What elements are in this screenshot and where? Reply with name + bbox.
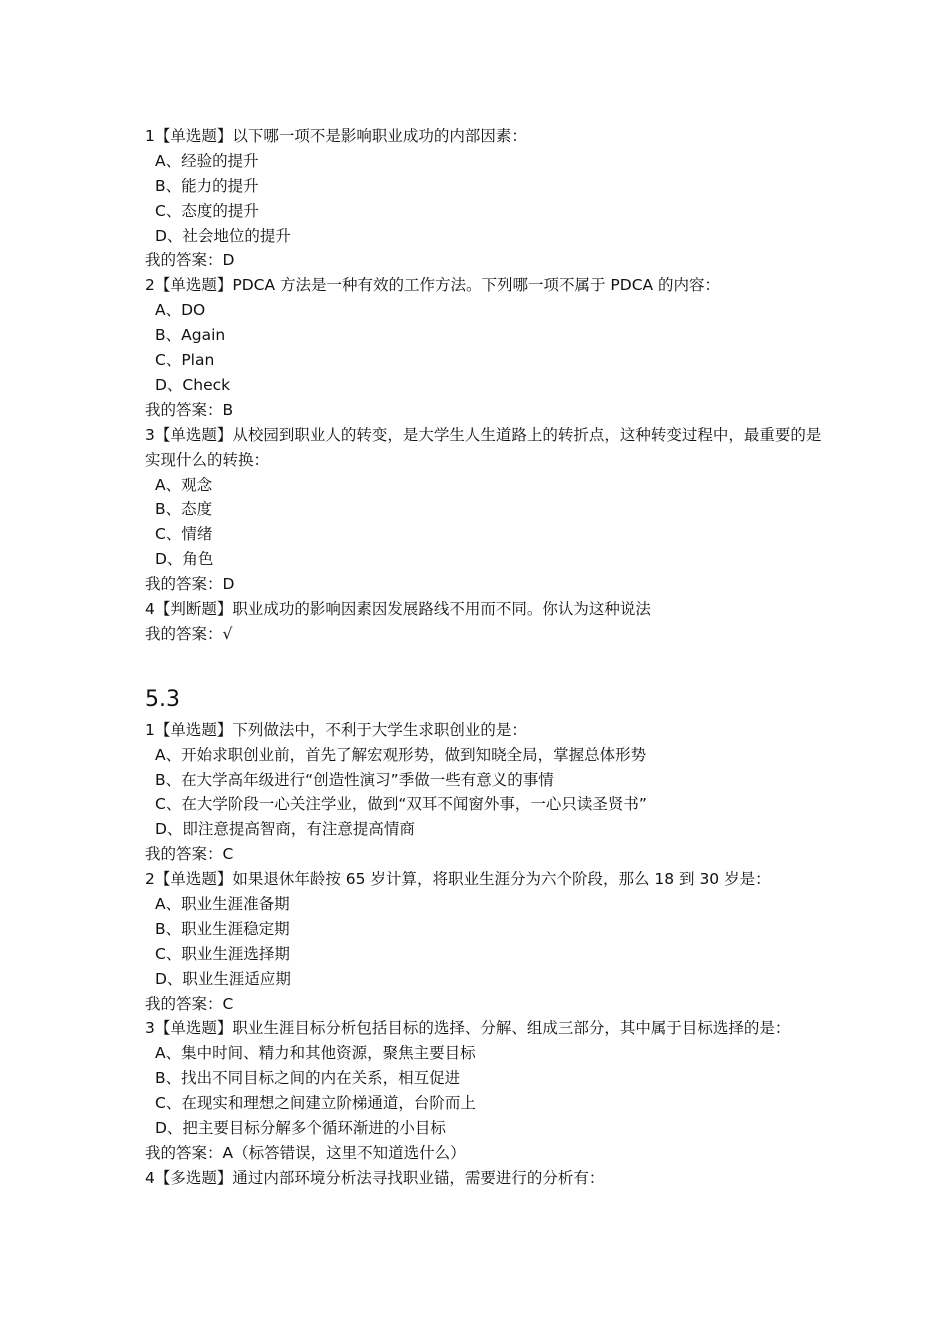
option-b: B、在大学高年级进行“创造性演习”季做一些有意义的事情: [155, 770, 554, 789]
option-a: A、职业生涯准备期: [155, 894, 290, 913]
option-b: B、Again: [155, 326, 226, 345]
my-answer: 我的答案：A（标答错误，这里不知道选什么）: [145, 1143, 466, 1162]
question-2: [145, 867, 825, 1016]
my-answer: 我的答案：B: [145, 400, 234, 419]
question-stem: 1【单选题】下列做法中，不利于大学生求职创业的是：: [145, 720, 527, 739]
option-d: D、即注意提高智商，有注意提高情商: [155, 820, 415, 839]
question-stem: 1【单选题】以下哪一项不是影响职业成功的内部因素：: [145, 127, 527, 145]
option-c: C、在大学阶段一心关注学业，做到“双耳不闻窗外事，一心只读圣贤书”: [155, 795, 647, 814]
option-d: D、职业生涯适应期: [155, 969, 291, 988]
option-b: B、找出不同目标之间的内在关系，相互促进: [155, 1069, 461, 1088]
my-answer: 我的答案：D: [145, 575, 235, 594]
option-c: C、情绪: [155, 525, 213, 544]
section-heading: 5.3: [145, 686, 180, 712]
option-c: C、职业生涯选择期: [155, 944, 290, 963]
option-a: A、集中时间、精力和其他资源，聚焦主要目标: [155, 1044, 476, 1063]
option-b: B、态度: [155, 500, 213, 519]
document-page: [145, 124, 825, 1191]
my-answer: 我的答案：√: [145, 624, 233, 643]
option-d: D、Check: [155, 375, 231, 394]
option-d: D、角色: [155, 550, 214, 569]
question-3: [145, 423, 825, 597]
option-a: A、开始求职创业前，首先了解宏观形势，做到知晓全局，掌握总体形势: [155, 745, 647, 764]
option-d: D、社会地位的提升: [155, 226, 291, 245]
section-previous: [145, 124, 825, 647]
my-answer: 我的答案：C: [145, 994, 234, 1013]
option-a: A、观念: [155, 475, 213, 494]
my-answer: 我的答案：C: [145, 845, 234, 864]
question-1: [145, 718, 825, 867]
question-stem: 4【判断题】职业成功的影响因素因发展路线不用而不同。你认为这种说法: [145, 599, 651, 618]
question-stem: 4【多选题】通过内部环境分析法寻找职业锚，需要进行的分析有：: [145, 1168, 605, 1187]
question-stem: 2【单选题】如果退休年龄按 65 岁计算，将职业生涯分为六个阶段，那么 18 到 30 岁是：: [145, 870, 771, 889]
my-answer: 我的答案：D: [145, 251, 235, 270]
question-1: [145, 124, 825, 273]
option-c: C、态度的提升: [155, 201, 259, 220]
option-a: A、经验的提升: [155, 151, 259, 170]
section-5-3: [145, 718, 825, 1191]
option-c: C、Plan: [155, 351, 215, 370]
question-4: [145, 597, 825, 647]
option-b: B、能力的提升: [155, 176, 259, 195]
question-3: [145, 1016, 825, 1165]
option-d: D、把主要目标分解多个循环渐进的小目标: [155, 1119, 446, 1137]
question-4: [145, 1166, 825, 1191]
option-a: A、DO: [155, 301, 206, 320]
question-2: [145, 273, 825, 422]
option-b: B、职业生涯稳定期: [155, 919, 290, 938]
question-stem: 3【单选题】职业生涯目标分析包括目标的选择、分解、组成三部分，其中属于目标选择的是：: [145, 1019, 791, 1038]
question-stem: 3【单选题】从校园到职业人的转变，是大学生人生道路上的转折点，这种转变过程中，最重要的是实现什么的转换：: [145, 425, 822, 469]
option-c: C、在现实和理想之间建立阶梯通道，台阶而上: [155, 1094, 476, 1113]
question-stem: 2【单选题】PDCA 方法是一种有效的工作方法。下列哪一项不属于 PDCA 的内容：: [145, 276, 721, 295]
